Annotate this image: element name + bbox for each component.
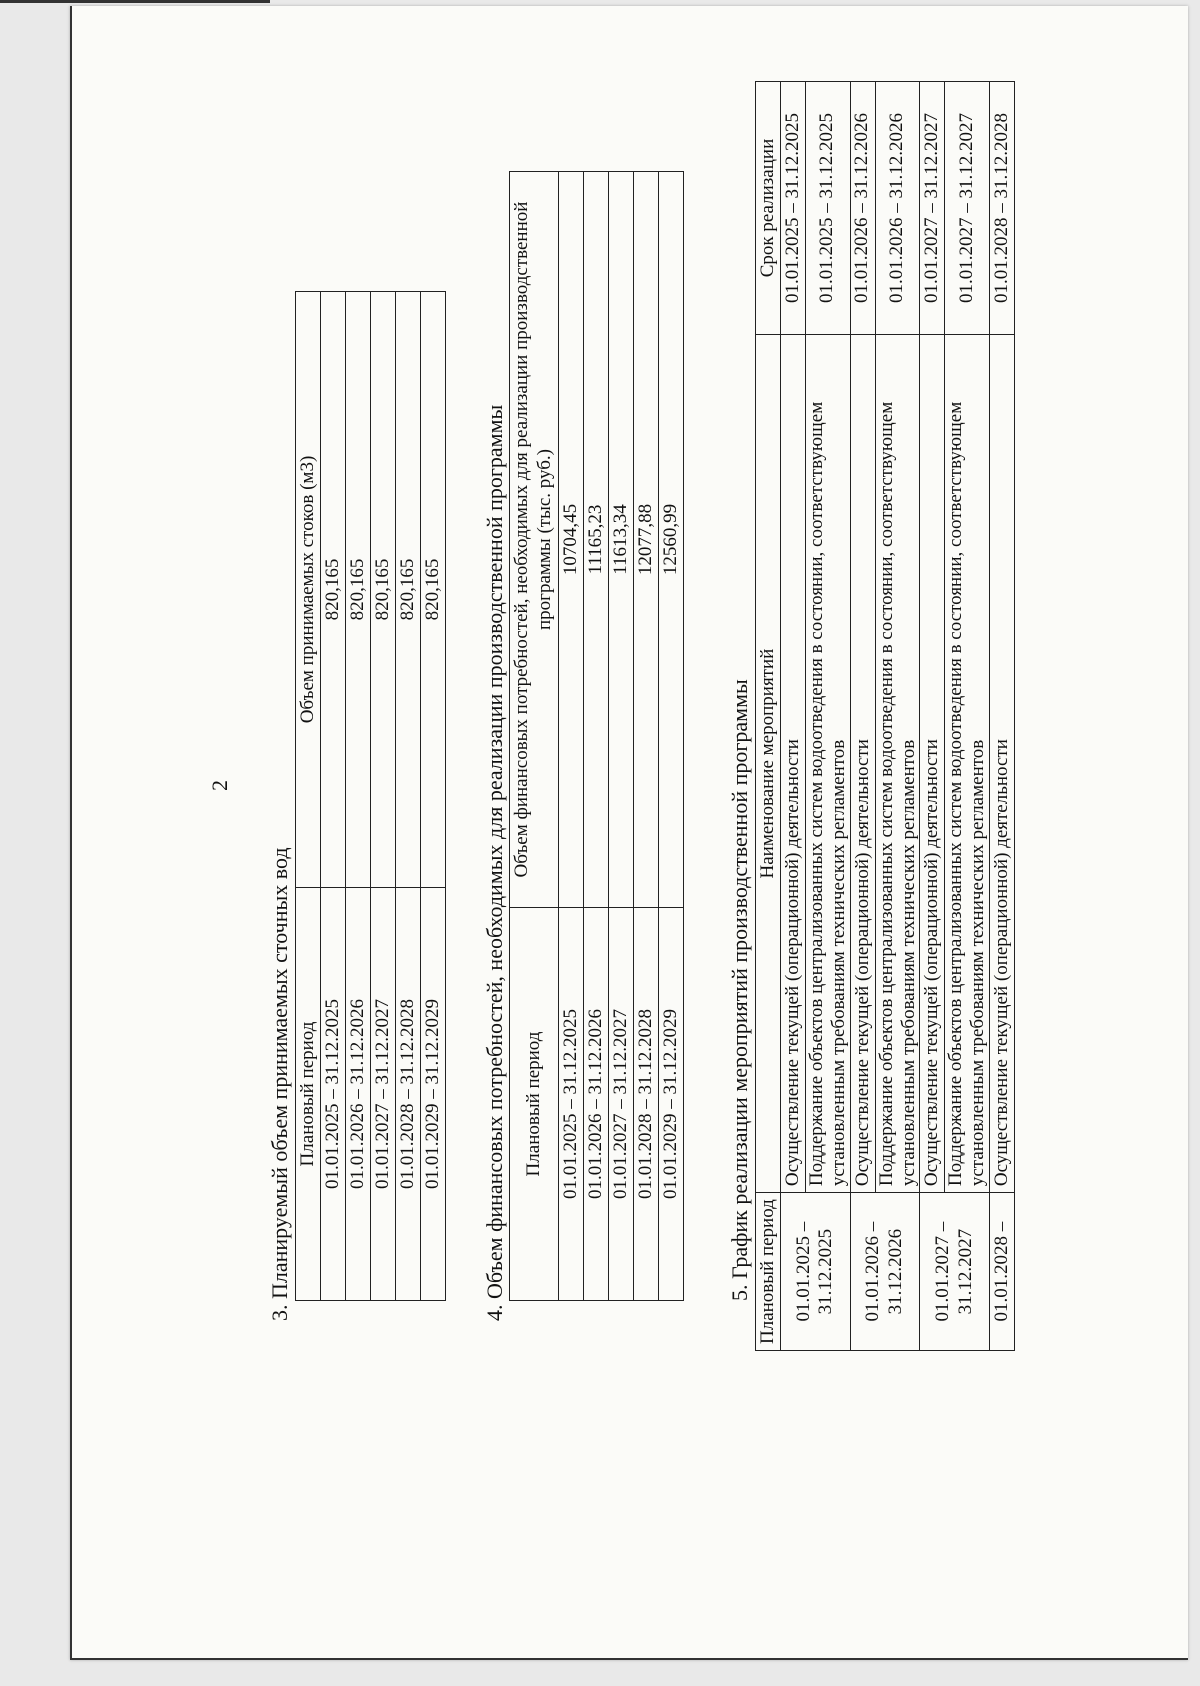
section-4-table — [509, 171, 684, 1301]
cell-value: 12560,99 — [659, 172, 684, 908]
cell-activity: Поддержание объектов централизованных систем водоотведения в состоянии, соответствующем установленным требованиям технических регламентов — [806, 335, 851, 1193]
section-3-title: 3. Планируемый объем принимаемых сточных вод — [267, 847, 292, 1321]
cell-period: 01.01.2026 – 31.12.2026 — [584, 908, 609, 1301]
scanned-page — [70, 6, 1188, 1660]
header-volume: Объем принимаемых стоков (м3) — [296, 292, 321, 888]
cell-deadline: 01.01.2026 – 31.12.2026 — [875, 82, 920, 335]
cell-period: 01.01.2028 – 31.12.2028 — [634, 908, 659, 1301]
cell-period: 01.01.2029 – 31.12.2029 — [421, 888, 446, 1301]
cell-value: 820,165 — [346, 292, 371, 888]
cell-activity: Поддержание объектов централизованных систем водоотведения в состоянии, соответствующем установленным требованиям технических регламентов — [945, 335, 990, 1193]
cell-value: 820,165 — [396, 292, 421, 888]
table-row — [659, 172, 684, 1301]
cell-period: 01.01.2025 – 31.12.2025 — [781, 1193, 851, 1351]
cell-deadline: 01.01.2027 – 31.12.2027 — [945, 82, 990, 335]
cell-value: 10704,45 — [559, 172, 584, 908]
table-row — [634, 172, 659, 1301]
cell-period: 01.01.2025 – 31.12.2025 — [321, 888, 346, 1301]
cell-period: 01.01.2027 – 31.12.2027 — [920, 1193, 990, 1351]
cell-period: 01.01.2027 – 31.12.2027 — [609, 908, 634, 1301]
cell-deadline: 01.01.2028 – 31.12.2028 — [990, 82, 1015, 335]
table-row — [609, 172, 634, 1301]
table-row — [806, 82, 851, 1351]
table-row — [875, 82, 920, 1351]
cell-period: 01.01.2027 – 31.12.2027 — [371, 888, 396, 1301]
cell-period: 01.01.2028 – 31.12.2028 — [396, 888, 421, 1301]
section-4-title: 4. Объем финансовых потребностей, необходимых для реализации производственной программы — [482, 404, 507, 1321]
cell-deadline: 01.01.2025 – 31.12.2025 — [806, 82, 851, 335]
cell-value: 820,165 — [321, 292, 346, 888]
table-header-row — [756, 82, 781, 1351]
cell-value: 11165,23 — [584, 172, 609, 908]
header-period: Плановый период — [510, 908, 559, 1301]
header-activity: Наименование мероприятий — [756, 335, 781, 1193]
table-row — [920, 82, 945, 1351]
cell-activity: Осуществление текущей (операционной) деятельности — [920, 335, 945, 1193]
table-header-row — [296, 292, 321, 1301]
section-5-title: 5. График реализации мероприятий производственной программы — [727, 679, 752, 1301]
cell-period: 01.01.2029 – 31.12.2029 — [659, 908, 684, 1301]
cell-activity: Осуществление текущей (операционной) деятельности — [850, 335, 875, 1193]
cell-value: 11613,34 — [609, 172, 634, 908]
rotated-content — [207, 51, 1197, 1501]
table-row — [945, 82, 990, 1351]
table-header-row — [510, 172, 559, 1301]
section-3-table — [295, 291, 446, 1301]
table-row — [396, 292, 421, 1301]
scan-edge-line — [0, 0, 270, 3]
table-row — [321, 292, 346, 1301]
cell-activity: Поддержание объектов централизованных систем водоотведения в состоянии, соответствующем установленным требованиям технических регламентов — [875, 335, 920, 1193]
header-period: Плановый период — [296, 888, 321, 1301]
header-financial-volume: Объем финансовых потребностей, необходимых для реализации производственной программы (тыс. руб.) — [510, 172, 559, 908]
cell-value: 820,165 — [371, 292, 396, 888]
header-period: Плановый период — [756, 1193, 781, 1351]
cell-deadline: 01.01.2027 – 31.12.2027 — [920, 82, 945, 335]
section-5-table — [755, 81, 1015, 1351]
cell-period: 01.01.2026 – 31.12.2026 — [850, 1193, 920, 1351]
cell-value: 12077,88 — [634, 172, 659, 908]
table-row — [781, 82, 806, 1351]
cell-activity: Осуществление текущей (операционной) деятельности — [990, 335, 1015, 1193]
table-row — [559, 172, 584, 1301]
table-row — [584, 172, 609, 1301]
table-row — [850, 82, 875, 1351]
cell-period: 01.01.2026 – 31.12.2026 — [346, 888, 371, 1301]
cell-deadline: 01.01.2025 – 31.12.2025 — [781, 82, 806, 335]
cell-period: 01.01.2025 – 31.12.2025 — [559, 908, 584, 1301]
header-deadline: Срок реализации — [756, 82, 781, 335]
page-number: 2 — [207, 780, 232, 791]
cell-value: 820,165 — [421, 292, 446, 888]
table-row — [346, 292, 371, 1301]
cell-activity: Осуществление текущей (операционной) деятельности — [781, 335, 806, 1193]
table-row — [371, 292, 396, 1301]
cell-period: 01.01.2028 – — [990, 1193, 1015, 1351]
table-row — [421, 292, 446, 1301]
cell-deadline: 01.01.2026 – 31.12.2026 — [850, 82, 875, 335]
table-row — [990, 82, 1015, 1351]
